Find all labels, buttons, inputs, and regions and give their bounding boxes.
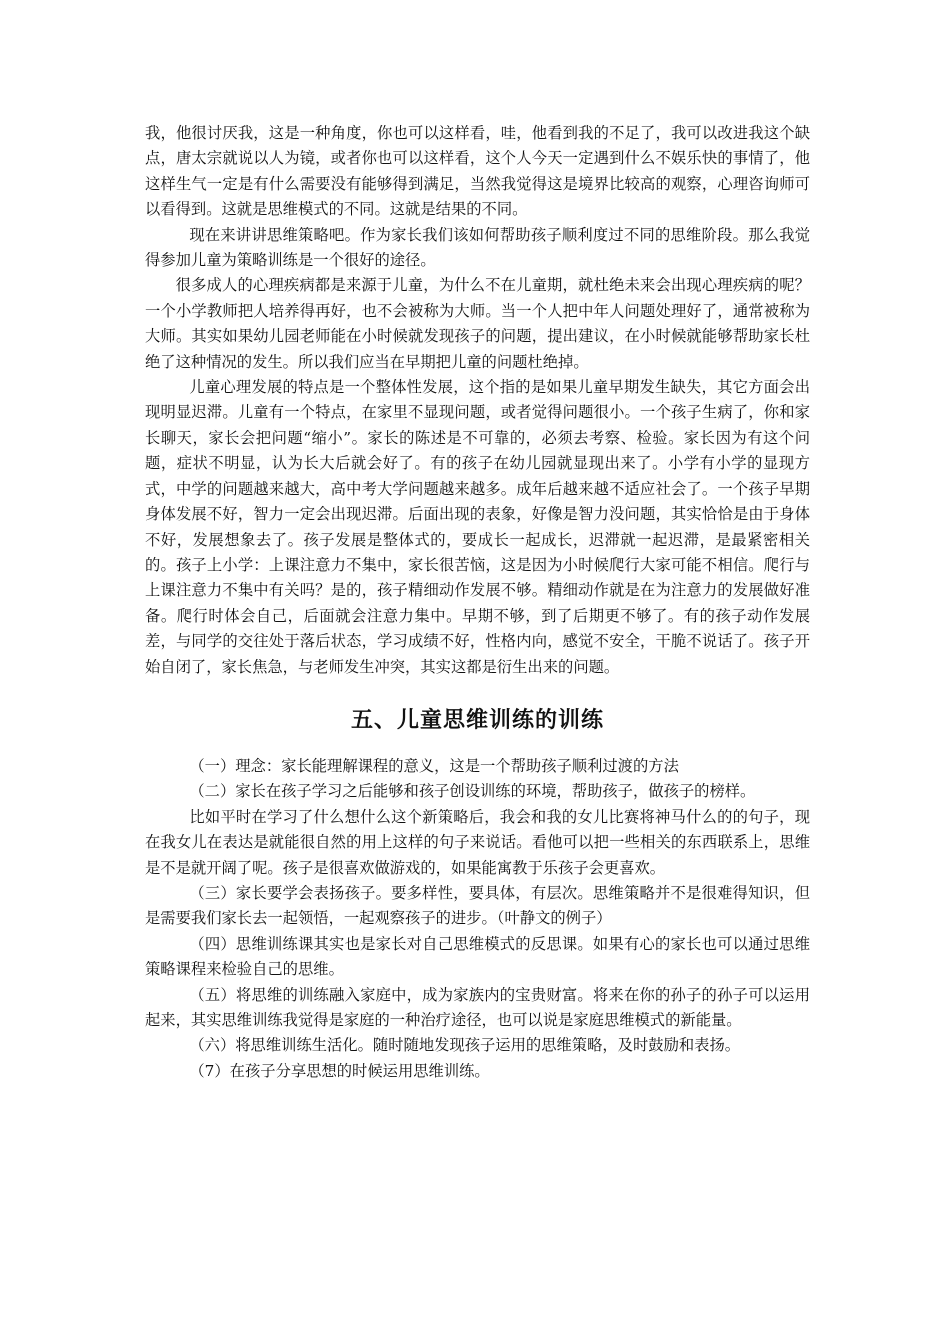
document-page [145, 121, 810, 1084]
paragraph-item-6: （六）将思维训练生活化。随时随地发现孩子运用的思维策略，及时鼓励和表扬。 [189, 1036, 741, 1055]
paragraph-item-3: （三）家长要学会表扬孩子。要多样性，要具体，有层次。思维策略并不是很难得知识，但是需要我们家长去一起领悟，一起观察孩子的进步。（叶静文的例子） [145, 883, 810, 928]
paragraph-item-1: （一）理念：家长能理解课程的意义，这是一个帮助孩子顺利过渡的方法 [189, 756, 679, 775]
paragraph-item-4: （四）思维训练课其实也是家长对自己思维模式的反思课。如果有心的家长也可以通过思维策略课程来检验自己的思维。 [145, 934, 810, 979]
paragraph-top-4: 儿童心理发展的特点是一个整体性发展，这个指的是如果儿童早期发生缺失，其它方面会出现明显迟滞。儿童有一个特点，在家里不显现问题，或者觉得问题很小。一个孩子生病了，你和家长聊天，家长会把问题“缩小”。家长的陈述是不可靠的，必须去考察、检验。家长因为有这个问题，症状不明显，认为长大后就会好了。有的孩子在幼儿园就显现出来了。小学有小学的显现方式，中学的问题越来越大，高中考大学问题越来越多。成年后越来越不适应社会了。一个孩子早期身体发展不好，智力一定会出现迟滞。后面出现的表象，好像是智力没问题，其实恰恰是由于身体不好，发展想象去了。孩子发展是整体式的，要成长一起成长，迟滞就一起迟滞，是最紧密相关的。孩子上小学：上课注意力不集中，家长很苦恼，这是因为小时候爬行大家可能不相信。爬行与上课注意力不集中有关吗？是的，孩子精细动作发展不够。精细动作就是在为注意力的发展做好准备。爬行时体会自己，后面就会注意力集中。早期不够，到了后期更不够了。有的孩子动作发展差，与同学的交往处于落后状态，学习成绩不好，性格内向，感觉不安全，干脆不说话了。孩子开始自闭了，家长焦急，与老师发生冲突，其实这都是衍生出来的问题。 [145, 378, 810, 676]
paragraph-item-7: （7）在孩子分享思想的时候运用思维训练。 [189, 1061, 490, 1080]
paragraph-item-5: （五）将思维的训练融入家庭中，成为家族内的宝贵财富。将来在你的孙子的孙子可以运用起来，其实思维训练我觉得是家庭的一种治疗途径，也可以说是家庭思维模式的新能量。 [145, 985, 810, 1029]
paragraph-top-2: 现在来讲讲思维策略吧。作为家长我们该如何帮助孩子顺利度过不同的思维阶段。那么我觉得参加儿童为策略训练是一个很好的途径。 [145, 225, 810, 270]
paragraph-top-1: 我，他很讨厌我，这是一种角度，你也可以这样看，哇，他看到我的不足了，我可以改进我这个缺点，唐太宗就说以人为镜，或者你也可以这样看，这个人今天一定遇到什么不娱乐快的事情了，他这样生气一定是有什么需要没有能够得到满足，当然我觉得这是境界比较高的观察，心理咨询师可以看得到。这就是思维模式的不同。这就是结果的不同。 [145, 124, 810, 219]
paragraph-example: 比如平时在学习了什么想什么这个新策略后，我会和我的女儿比赛将神马什么的的句子，现在我女儿在表达是就能很自然的用上这样的句子来说话。看他可以把一些相关的东西联系上，思维是不是就开阔了呢。孩子是很喜欢做游戏的，如果能寓教于乐孩子会更喜欢。 [145, 807, 810, 877]
paragraph-top-3: 很多成人的心理疾病都是来源于儿童，为什么不在儿童期，就杜绝未来会出现心理疾病的呢？一个小学教师把人培养得再好，也不会被称为大师。当一个人把中年人问题处理好了，通常被称为大师。其实如果幼儿园老师能在小时候就发现孩子的问题，提出建议，在小时候就能够帮助家长杜绝了这种情况的发生。所以我们应当在早期把儿童的问题杜绝掉。 [145, 276, 810, 371]
paragraph-item-2: （二）家长在孩子学习之后能够和孩子创设训练的环境，帮助孩子，做孩子的榜样。 [189, 782, 756, 801]
section-heading: 五、儿童思维训练的训练 [350, 707, 604, 733]
